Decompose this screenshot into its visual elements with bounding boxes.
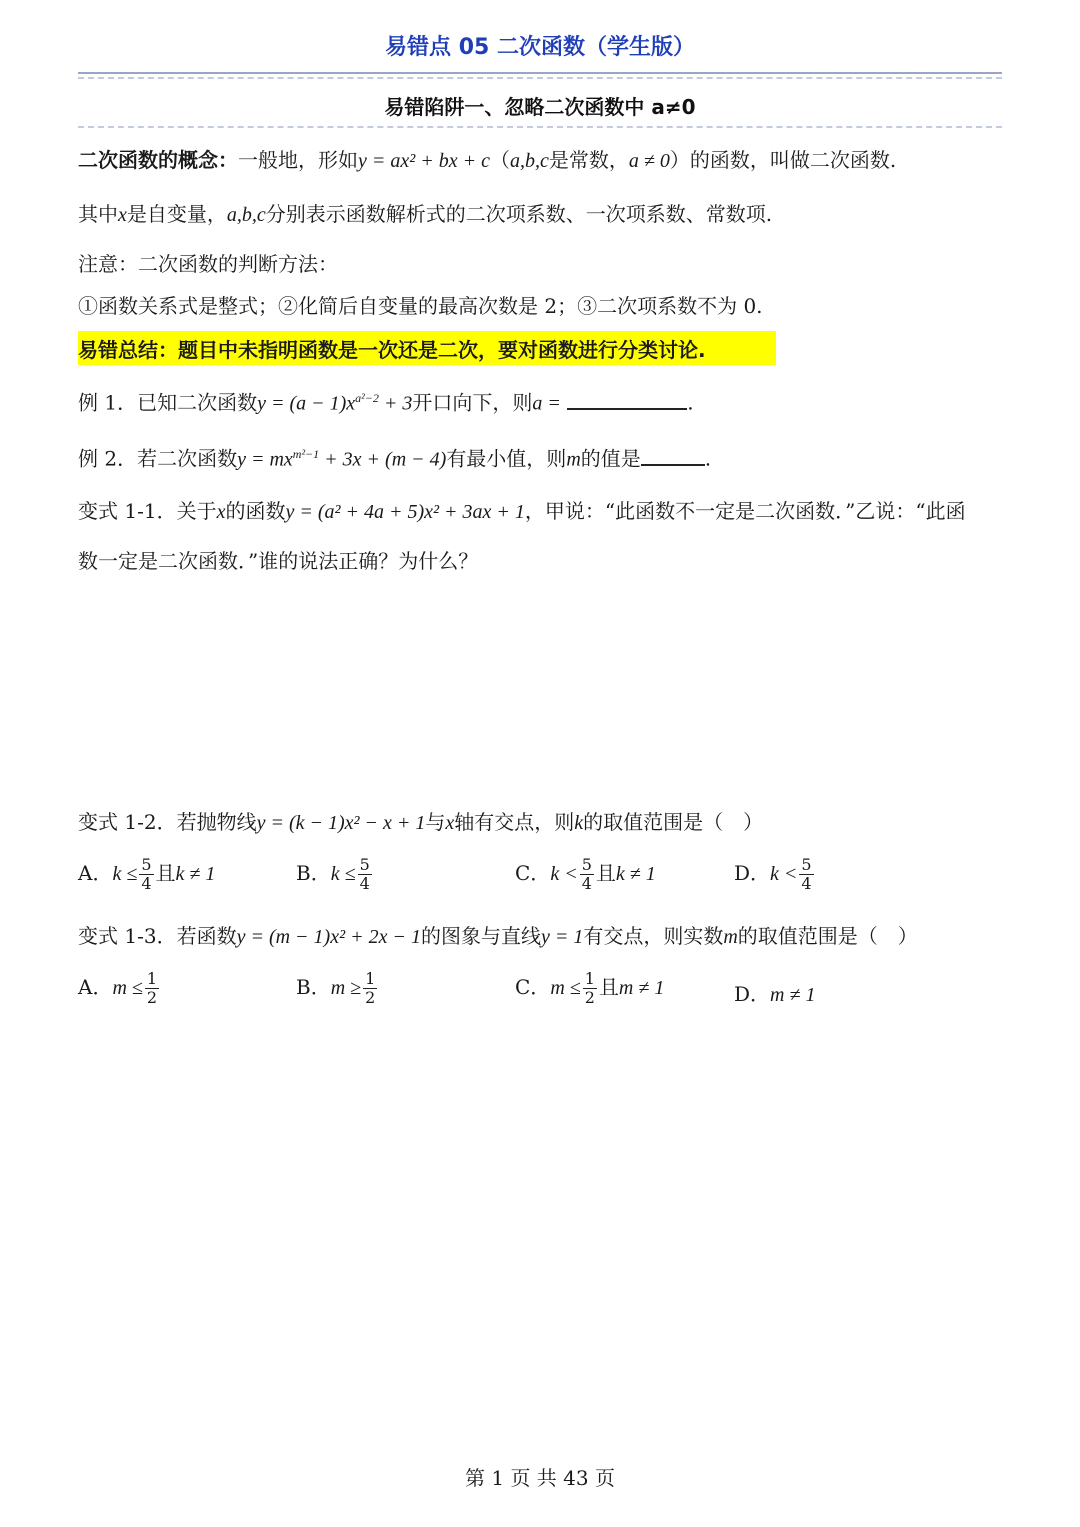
option-c[interactable]: C．k < $\frac{5}{4}$ 且k ≠ 1 — [515, 855, 656, 893]
section-rule — [78, 126, 1002, 128]
concept-line: 二次函数的概念：一般地，形如y = ax² + bx + c（a,b,c是常数，a ≠ 0）的函数，叫做二次函数. — [78, 148, 897, 172]
example-2: 例 2．若二次函数$y = mx^{m^2-1} + 3x + (m - 4)$有最小值，则m的值是 . — [78, 446, 712, 471]
answer-blank[interactable] — [567, 390, 687, 410]
example-1: 例 1．已知二次函数$y = (a - 1)x^{a^2-2} + 3$开口向下，则a = . — [78, 390, 694, 415]
variant-1-1: 变式 1-1．关于x的函数y = (a² + 4a + 5)x² + 3ax + 1，甲说：“此函数不一定是二次函数．”乙说：“此函 — [78, 499, 966, 523]
note-title: 注意：二次函数的判断方法： — [78, 252, 338, 276]
header-rule-dashed — [78, 77, 1002, 79]
page-title: 易错点 05 二次函数（学生版） — [385, 35, 695, 60]
note-items: ①函数关系式是整式；②化简后自变量的最高次数是 2；③二次项系数不为 0. — [78, 294, 763, 318]
answer-blank[interactable] — [641, 446, 705, 466]
concept-detail-line: 其中x是自变量，a,b,c分别表示函数解析式的二次项系数、一次项系数、常数项. — [78, 202, 773, 226]
option-a[interactable]: A．k ≤ $\frac{5}{4}$ 且k ≠ 1 — [78, 855, 216, 893]
option-d[interactable]: D．m ≠ 1 — [734, 982, 816, 1006]
option-d[interactable]: D．k < $\frac{5}{4}$ — [734, 855, 812, 893]
header-rule — [78, 72, 1002, 74]
variant-1-3: 变式 1-3．若函数y = (m − 1)x² + 2x − 1的图象与直线y = 1有交点，则实数m的取值范围是（ ） — [78, 924, 918, 948]
variant-1-1-line2: 数一定是二次函数．”谁的说法正确？为什么？ — [78, 549, 479, 573]
option-b[interactable]: B．k ≤ $\frac{5}{4}$ — [296, 855, 370, 893]
summary-text: 易错总结：题目中未指明函数是一次还是二次，要对函数进行分类讨论. — [78, 338, 706, 362]
variant-1-2: 变式 1-2．若抛物线y = (k − 1)x² − x + 1与x轴有交点，则k的取值范围是（ ） — [78, 810, 764, 834]
option-b[interactable]: B．m ≥ $\frac{1}{2}$ — [296, 969, 376, 1007]
section-title: 易错陷阱一、忽略二次函数中 a≠0 — [384, 95, 696, 119]
option-a[interactable]: A．m ≤ $\frac{1}{2}$ — [78, 969, 158, 1007]
concept-formula: y = ax² + bx + c — [358, 150, 490, 172]
option-c[interactable]: C．m ≤ $\frac{1}{2}$ 且m ≠ 1 — [515, 969, 665, 1007]
concept-label: 二次函数的概念： — [78, 148, 238, 172]
page-footer: 第 1 页 共 43 页 — [465, 1466, 615, 1490]
